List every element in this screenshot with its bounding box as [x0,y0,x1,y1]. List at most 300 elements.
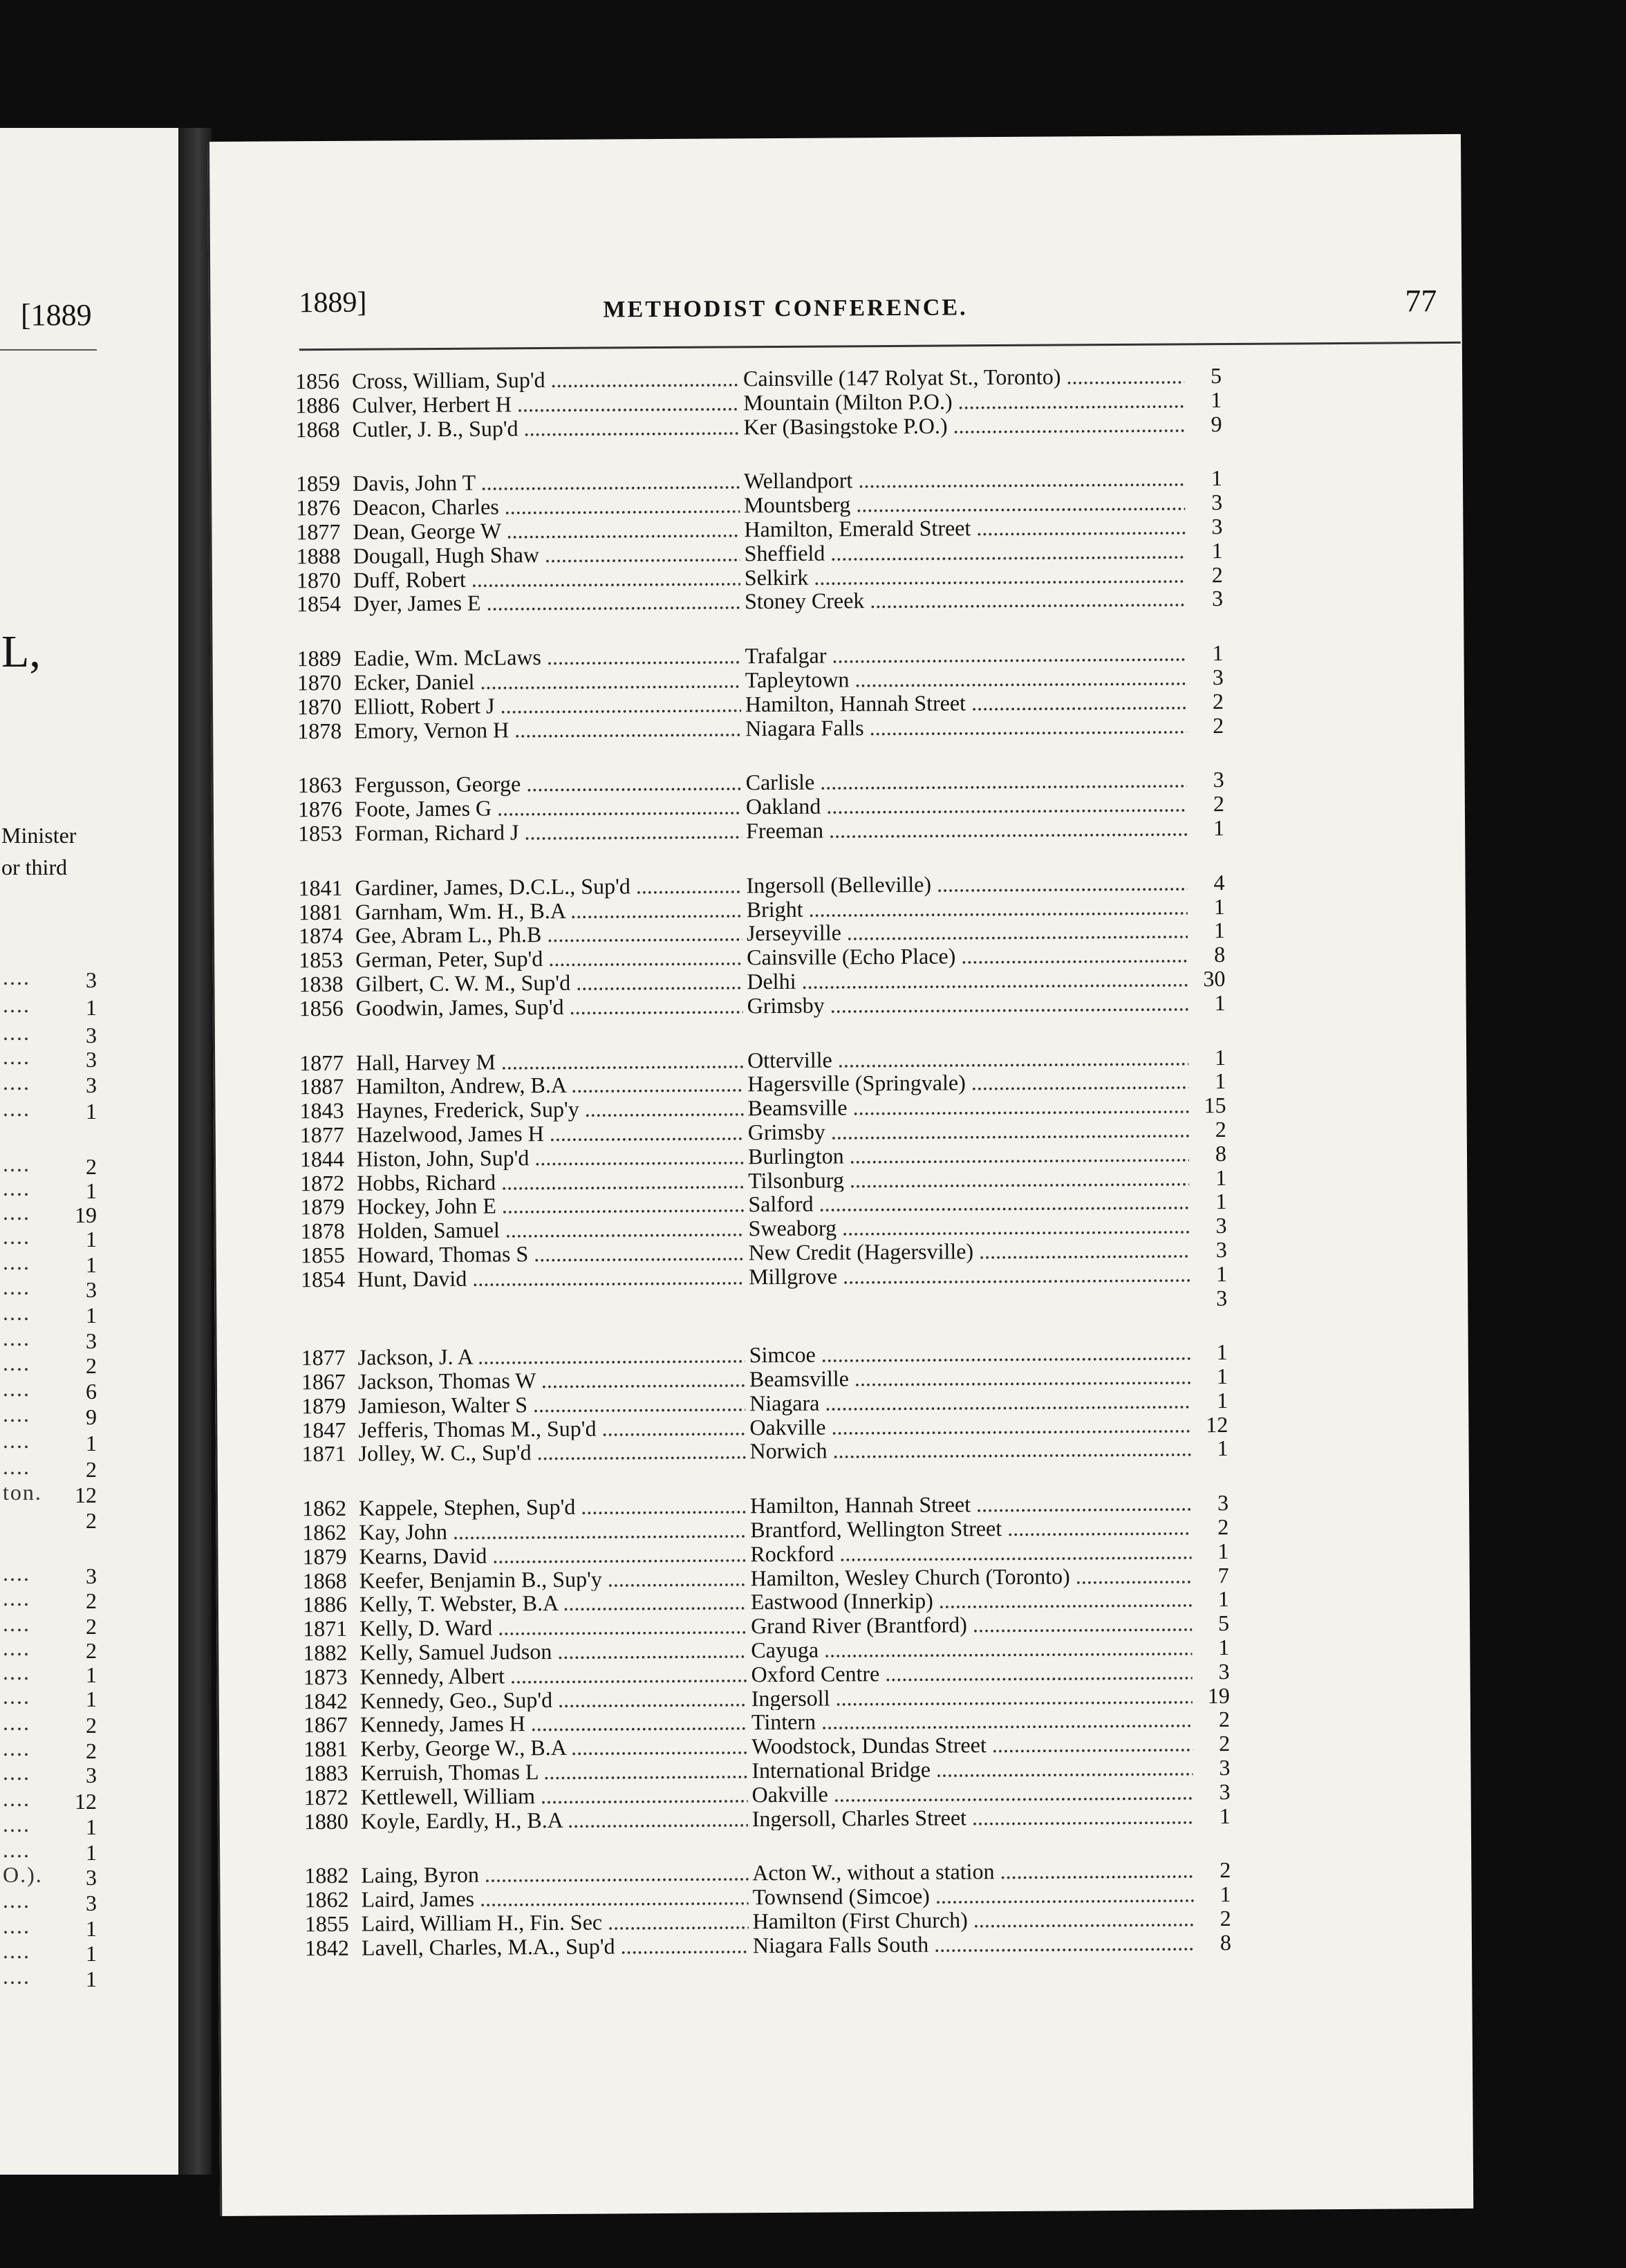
entry-year: 1853 [299,947,344,973]
circuit-name: Tapleytown ..... [745,665,1186,692]
entry-year: 1886 [295,392,340,418]
left-row-leader: .... [3,1812,30,1837]
circuit-name: Jerseyville ..... [747,919,1188,946]
left-row [0,1586,97,1613]
entry-year: 1870 [296,567,341,593]
minister-name: Holden, Samuel ..... [357,1216,745,1243]
entry-year: 1844 [299,1146,345,1171]
left-row-number: 1 [86,1941,97,1966]
left-row-leader: O.). [3,1862,43,1887]
right-page [207,134,1473,2216]
years-count: 1 [1211,465,1223,491]
left-row-leader: .... [3,1710,30,1735]
entry-year: 1877 [296,519,341,545]
circuit-name: Millgrove ..... [749,1262,1190,1289]
minister-name: Hall, Harvey M ..... [356,1048,743,1075]
entry-year: 1862 [304,1887,349,1913]
left-note-line: or third [1,855,68,880]
circuit-name: Brantford, Wellington Street ..... [750,1515,1191,1542]
entry-year: 1855 [300,1242,345,1268]
circuit-name: Grand River (Brantford) ..... [751,1612,1192,1639]
left-row-leader: .... [3,1660,30,1684]
years-count: 2 [1220,1906,1231,1931]
minister-name: Hazelwood, James H ..... [357,1120,744,1146]
entry-year: 1886 [302,1592,348,1617]
minister-name: Kennedy, Geo., Sup'd ..... [360,1686,747,1713]
left-row-leader: .... [3,1096,30,1121]
years-count: 1 [1215,1164,1227,1190]
years-count: 3 [1211,514,1223,539]
minister-name: Kerby, George W., B.A ..... [360,1735,747,1761]
minister-name: Lavell, Charles, M.A., Sup'd ..... [362,1933,749,1960]
entry-year: 1879 [301,1393,346,1419]
years-count: 1 [1214,989,1226,1015]
years-count: 1 [1213,815,1225,841]
left-row-number: 3 [86,967,97,992]
entry-year: 1841 [298,875,343,900]
years-count: 9 [1211,411,1222,436]
circuit-name: Woodstock, Dundas Street ..... [751,1732,1193,1759]
left-row-leader: .... [3,1151,30,1176]
minister-name: Jackson, J. A ..... [358,1344,745,1370]
left-facing-page [0,128,178,2175]
left-row [0,1561,97,1588]
minister-name: Deacon, Charles ..... [353,493,740,519]
left-row [0,1175,97,1203]
minister-name: Hobbs, Richard ..... [357,1169,744,1195]
left-row-leader: .... [3,1070,30,1095]
circuit-name: Niagara Falls ..... [745,714,1186,741]
left-row-leader: .... [3,1964,30,1989]
minister-name: Kennedy, James H ..... [360,1711,747,1737]
minister-name: Hockey, John E ..... [357,1193,744,1219]
left-row-leader: .... [3,1020,30,1045]
circuit-name: Sweaborg ..... [749,1214,1190,1240]
left-row-number: 2 [86,1457,97,1482]
years-count: 1 [1217,1586,1230,1612]
minister-list [295,362,1480,1960]
left-row [0,1635,97,1663]
left-row-leader: .... [3,1175,30,1200]
entry-year: 1887 [299,1074,344,1099]
entry-year: 1881 [303,1736,348,1762]
years-count: 3 [1212,664,1224,690]
years-count: 1 [1218,1635,1230,1660]
circuit-name: Carlisle ..... [746,768,1187,795]
circuit-name: Hamilton, Wesley Church (Toronto) ..... [751,1563,1192,1590]
left-row [0,1044,97,1072]
minister-name: Kay, John ..... [359,1518,746,1544]
circuit-name: Norwich ..... [749,1437,1190,1464]
header-rule [299,342,1461,351]
left-row-number: 19 [75,1202,97,1227]
years-count: 5 [1210,363,1222,389]
left-row-leader: .... [3,1760,30,1785]
entry-year: 1870 [297,694,342,719]
minister-name: Howard, Thomas S ..... [357,1240,745,1267]
minister-name: Keefer, Benjamin B., Sup'y ..... [359,1566,747,1592]
circuit-name: Hagersville (Springvale) ..... [747,1070,1188,1097]
circuit-name: Hamilton (First Church) ..... [753,1906,1194,1933]
left-row [0,1350,97,1378]
left-row-number: 3 [86,1890,97,1915]
left-row-number: 2 [86,1638,97,1663]
circuit-name: Ingersoll, Charles Street ..... [752,1804,1193,1831]
minister-name: Jolley, W. C., Sup'd ..... [358,1440,745,1466]
left-row-number: 1 [86,1252,97,1277]
entry-year: 1889 [297,646,342,671]
minister-name: Duff, Robert ..... [353,566,740,592]
left-row-number: 1 [86,1686,97,1711]
years-count: 2 [1211,561,1223,587]
circuit-name: Delhi ..... [747,967,1188,994]
minister-name: Dyer, James E ..... [353,590,740,616]
minister-name: Goodwin, James, Sup'd ..... [356,994,743,1020]
left-row-number: 1 [86,1227,97,1252]
years-count: 1 [1220,1881,1231,1907]
circuit-name: Cainsville (Echo Place) ..... [747,942,1188,969]
circuit-name: Oxford Centre ..... [751,1660,1192,1686]
left-row-leader: .... [3,1454,30,1479]
entry-year: 1868 [295,416,340,442]
left-row-leader: .... [3,1561,30,1586]
circuit-name: Rockford ..... [750,1539,1191,1566]
left-row-leader: .... [3,1786,30,1811]
minister-name: Kelly, T. Webster, B.A ..... [359,1590,747,1617]
entry-year: 1880 [303,1808,348,1834]
years-count: 3 [1215,1213,1227,1238]
years-count: 8 [1214,942,1226,967]
years-count: 1 [1211,387,1222,412]
circuit-name: Burlington ..... [748,1142,1189,1169]
minister-name: Hamilton, Andrew, B.A ..... [356,1072,743,1099]
minister-name: Davis, John T ..... [353,470,740,496]
minister-name: Gardiner, James, D.C.L., Sup'd ..... [355,873,742,900]
years-count: 12 [1206,1411,1228,1437]
entry-year: 1854 [296,591,342,617]
years-count: 3 [1218,1658,1230,1684]
left-row [0,1913,97,1941]
entry-year: 1877 [299,1050,344,1075]
minister-name: Elliott, Robert J ..... [354,692,741,718]
entry-year: 1878 [300,1218,345,1244]
left-row-number: 1 [86,1303,97,1328]
circuit-name: Grimsby ..... [747,991,1188,1018]
entry-year: 1871 [303,1616,348,1642]
years-count: 1 [1216,1339,1228,1365]
circuit-name: Ingersoll ..... [751,1684,1193,1711]
left-row [0,1070,97,1097]
entry-year: 1856 [299,995,344,1021]
left-row [0,1020,97,1048]
left-row [0,1760,97,1787]
years-count: 2 [1213,712,1224,738]
years-count: 3 [1213,767,1224,792]
minister-name: Kerruish, Thomas L ..... [360,1758,747,1785]
years-count: 2 [1220,1857,1231,1883]
entry-year: 1859 [295,471,341,496]
circuit-name: Beamsville ..... [749,1364,1190,1391]
years-count: 2 [1217,1514,1229,1540]
left-row-number: 1 [86,1178,97,1203]
entry-year: 1842 [303,1688,348,1713]
left-row [0,1300,97,1328]
left-header-rule [0,349,97,351]
left-row [0,1096,97,1124]
minister-name: Cutler, J. B., Sup'd ..... [352,415,739,441]
minister-name: Kearns, David ..... [359,1542,746,1568]
entry-year: 1862 [301,1496,347,1521]
left-row-number: 2 [86,1154,97,1179]
years-count: 1 [1217,1387,1228,1413]
left-row-leader: .... [3,1684,30,1709]
years-count: 8 [1220,1929,1232,1955]
left-row [0,1684,97,1711]
left-row-leader: .... [3,1402,30,1426]
left-row-number: 2 [86,1353,97,1378]
years-count: 2 [1215,1116,1226,1142]
left-row-number: 1 [86,1840,97,1865]
left-row [0,1837,97,1865]
circuit-name: Ingersoll (Belleville) ..... [746,871,1187,898]
header-title: METHODIST CONFERENCE. [603,295,968,323]
years-count: 8 [1215,1140,1227,1166]
left-row [0,1509,97,1532]
left-row [0,1480,97,1507]
circuit-name: Hamilton, Emerald Street ..... [744,514,1185,541]
entry-year: 1882 [304,1863,349,1888]
years-count: 2 [1212,688,1224,714]
left-row-number: 2 [86,1713,97,1738]
left-row-number: 1 [86,1967,97,1991]
circuit-name: Ker (Basingstoke P.O.) ..... [743,412,1184,439]
entry-year: 1872 [303,1784,348,1810]
left-row-number: 1 [86,1814,97,1839]
left-row [0,1786,97,1814]
circuit-name: Eastwood (Innerkip) ..... [751,1588,1192,1615]
minister-name: Foote, James G ..... [355,794,742,821]
left-row-leader: .... [3,1428,30,1453]
years-count: 30 [1203,965,1226,992]
left-row-leader: .... [3,965,30,989]
left-row-leader: .... [3,1350,30,1375]
years-count: 1 [1215,1189,1227,1214]
entry-year: 1873 [303,1664,348,1690]
page-header [299,279,1460,335]
years-count: 1 [1215,1068,1226,1094]
minister-name: Kennedy, Albert ..... [359,1662,747,1689]
minister-name: Garnham, Wm. H., B.A ..... [355,898,742,924]
circuit-name: Niagara ..... [749,1388,1190,1415]
left-row [0,1710,97,1738]
left-row [0,1736,97,1763]
entry-year: 1855 [304,1911,349,1937]
left-row [0,1964,97,1991]
minister-name: Histon, John, Sup'd ..... [357,1144,744,1171]
years-count: 3 [1211,490,1223,515]
years-count: 1 [1213,893,1225,919]
years-count: 4 [1213,869,1225,895]
circuit-name: Oakville ..... [749,1413,1190,1440]
minister-name: Gee, Abram L., Ph.B ..... [355,922,742,948]
left-row-leader: .... [3,1300,30,1325]
left-row [0,992,97,1020]
left-row-leader: .... [3,1224,30,1249]
circuit-name: Trafalgar ..... [745,642,1186,669]
minister-name: Dean, George W ..... [353,517,740,543]
left-row-number: 3 [86,1763,97,1787]
entry-year: 1854 [300,1266,346,1292]
minister-name: Laing, Byron ..... [361,1861,748,1888]
left-row-leader: .... [3,1044,30,1069]
years-count: 1 [1217,1435,1228,1461]
left-row-number: 9 [86,1404,97,1429]
circuit-name: Sheffield ..... [745,539,1186,566]
circuit-name: Salford ..... [748,1190,1189,1217]
left-row-number: 12 [75,1482,97,1507]
left-row [0,1660,97,1687]
left-row-number: 3 [86,1328,97,1353]
circuit-name: International Bridge ..... [751,1756,1193,1783]
years-count: 3 [1216,1285,1228,1310]
left-row [0,1862,97,1890]
circuit-name: Cainsville (147 Rolyat St., Toronto) ..... [743,364,1184,391]
left-row-number: 1 [86,1662,97,1687]
years-count: 3 [1215,1236,1227,1263]
left-row-number: 1 [86,1431,97,1456]
minister-name: Kelly, Samuel Judson ..... [359,1638,747,1664]
circuit-name: Grimsby ..... [748,1117,1189,1144]
left-row-number: 2 [86,1614,97,1639]
entry-year: 1879 [300,1194,345,1220]
left-row-leader: .... [3,1913,30,1938]
left-row-leader: ton. [3,1480,42,1505]
circuit-name: New Credit (Hagersville) ..... [749,1238,1190,1265]
left-row [0,1938,97,1966]
circuit-name: Cayuga ..... [751,1635,1192,1662]
circuit-name: Beamsville ..... [747,1093,1188,1120]
circuit-name: Mountain (Milton P.O.) ..... [743,388,1184,415]
entry-year: 1877 [301,1345,346,1370]
minister-name: Kelly, D. Ward ..... [359,1615,747,1641]
circuit-name: Bright ..... [747,895,1188,922]
years-count: 2 [1218,1707,1231,1732]
minister-name: Gilbert, C. W. M., Sup'd ..... [355,969,742,996]
years-count: 2 [1213,791,1224,817]
circuit-name: Tintern ..... [751,1708,1193,1735]
left-row-number: 2 [86,1738,97,1763]
entry-year: 1862 [302,1519,347,1545]
left-row [0,1151,97,1179]
left-row-leader: .... [3,1249,30,1274]
left-row-leader: .... [3,1200,30,1225]
circuit-name: Hamilton, Hannah Street ..... [745,689,1186,716]
left-row [0,1888,97,1915]
entry-year: 1882 [303,1639,348,1666]
left-row-leader: .... [3,1376,30,1401]
left-row-leader: .... [3,1888,30,1913]
circuit-name: Mountsberg ..... [744,491,1185,518]
entry-year: 1876 [297,796,343,822]
years-count: 1 [1219,1803,1231,1828]
header-year: 1889] [299,286,367,319]
entry-year: 1870 [297,669,342,696]
minister-name: Laird, James ..... [361,1886,748,1912]
left-row [0,1376,97,1404]
minister-name: Jefferis, Thomas M., Sup'd ..... [358,1415,745,1442]
left-row [0,965,97,992]
minister-name: Laird, William H., Fin. Sec ..... [362,1909,749,1935]
entry-year: 1868 [302,1568,347,1593]
left-page-header: [1889 [21,298,92,332]
circuit-name: Hamilton, Hannah Street ..... [750,1491,1191,1518]
left-row-number: 6 [86,1379,97,1404]
left-row [0,1611,97,1639]
entry-year: 1871 [301,1441,346,1467]
entry-year: 1853 [298,820,343,846]
circuit-name: Acton W., without a station ..... [752,1859,1193,1886]
left-row [0,1224,97,1252]
minister-name: Ecker, Daniel ..... [354,668,741,694]
minister-name: Forman, Richard J ..... [355,819,742,845]
circuit-name: Stoney Creek ..... [745,587,1186,614]
minister-name: Kettlewell, William ..... [361,1783,748,1809]
left-row-leader: .... [3,1938,30,1963]
circuit-name: Townsend (Simcoe) ..... [752,1883,1193,1910]
years-count: 1 [1215,1044,1226,1070]
years-count: 5 [1218,1610,1230,1636]
entry-year: 1838 [299,971,344,997]
years-count: 7 [1217,1562,1229,1588]
minister-name: Hunt, David ..... [357,1265,745,1291]
minister-name: Dougall, Hugh Shaw ..... [353,541,740,568]
left-row [0,1200,97,1227]
left-row-leader: .... [3,992,30,1017]
minister-name: Emory, Vernon H ..... [354,716,741,743]
minister-name: German, Peter, Sup'd ..... [355,945,742,972]
years-count: 1 [1213,918,1226,943]
years-count: 3 [1219,1778,1231,1804]
years-count: 3 [1219,1755,1231,1781]
left-row [0,1326,97,1353]
circuit-name: Niagara Falls South ..... [753,1931,1194,1958]
minister-name: Jamieson, Walter S ..... [358,1391,745,1418]
circuit-name: Tilsonburg ..... [748,1166,1189,1193]
entry-year: 1883 [303,1760,348,1786]
left-row-leader: .... [3,1274,30,1299]
left-page-note [1,819,76,883]
entry-year: 1888 [296,543,341,569]
left-row-leader: .... [3,1326,30,1350]
left-row-leader: .... [3,1586,30,1610]
left-row-number: 1 [86,995,97,1020]
entry-year: 1872 [300,1170,345,1196]
left-row-number: 2 [86,1588,97,1613]
circuit-name: Freeman ..... [746,816,1187,843]
years-count: 3 [1211,586,1224,611]
circuit-name: Oakville ..... [752,1780,1193,1807]
left-row-number: 3 [86,1563,97,1588]
left-row-number: 12 [75,1789,97,1814]
years-count: 3 [1217,1490,1229,1516]
entry-year: 1843 [299,1097,344,1124]
years-count: 2 [1219,1731,1231,1756]
circuit-name: Otterville ..... [747,1045,1188,1072]
circuit-name: Simcoe ..... [749,1341,1190,1368]
circuit-name: Wellandport ..... [744,467,1185,494]
left-row [0,1812,97,1839]
left-row [0,1249,97,1277]
